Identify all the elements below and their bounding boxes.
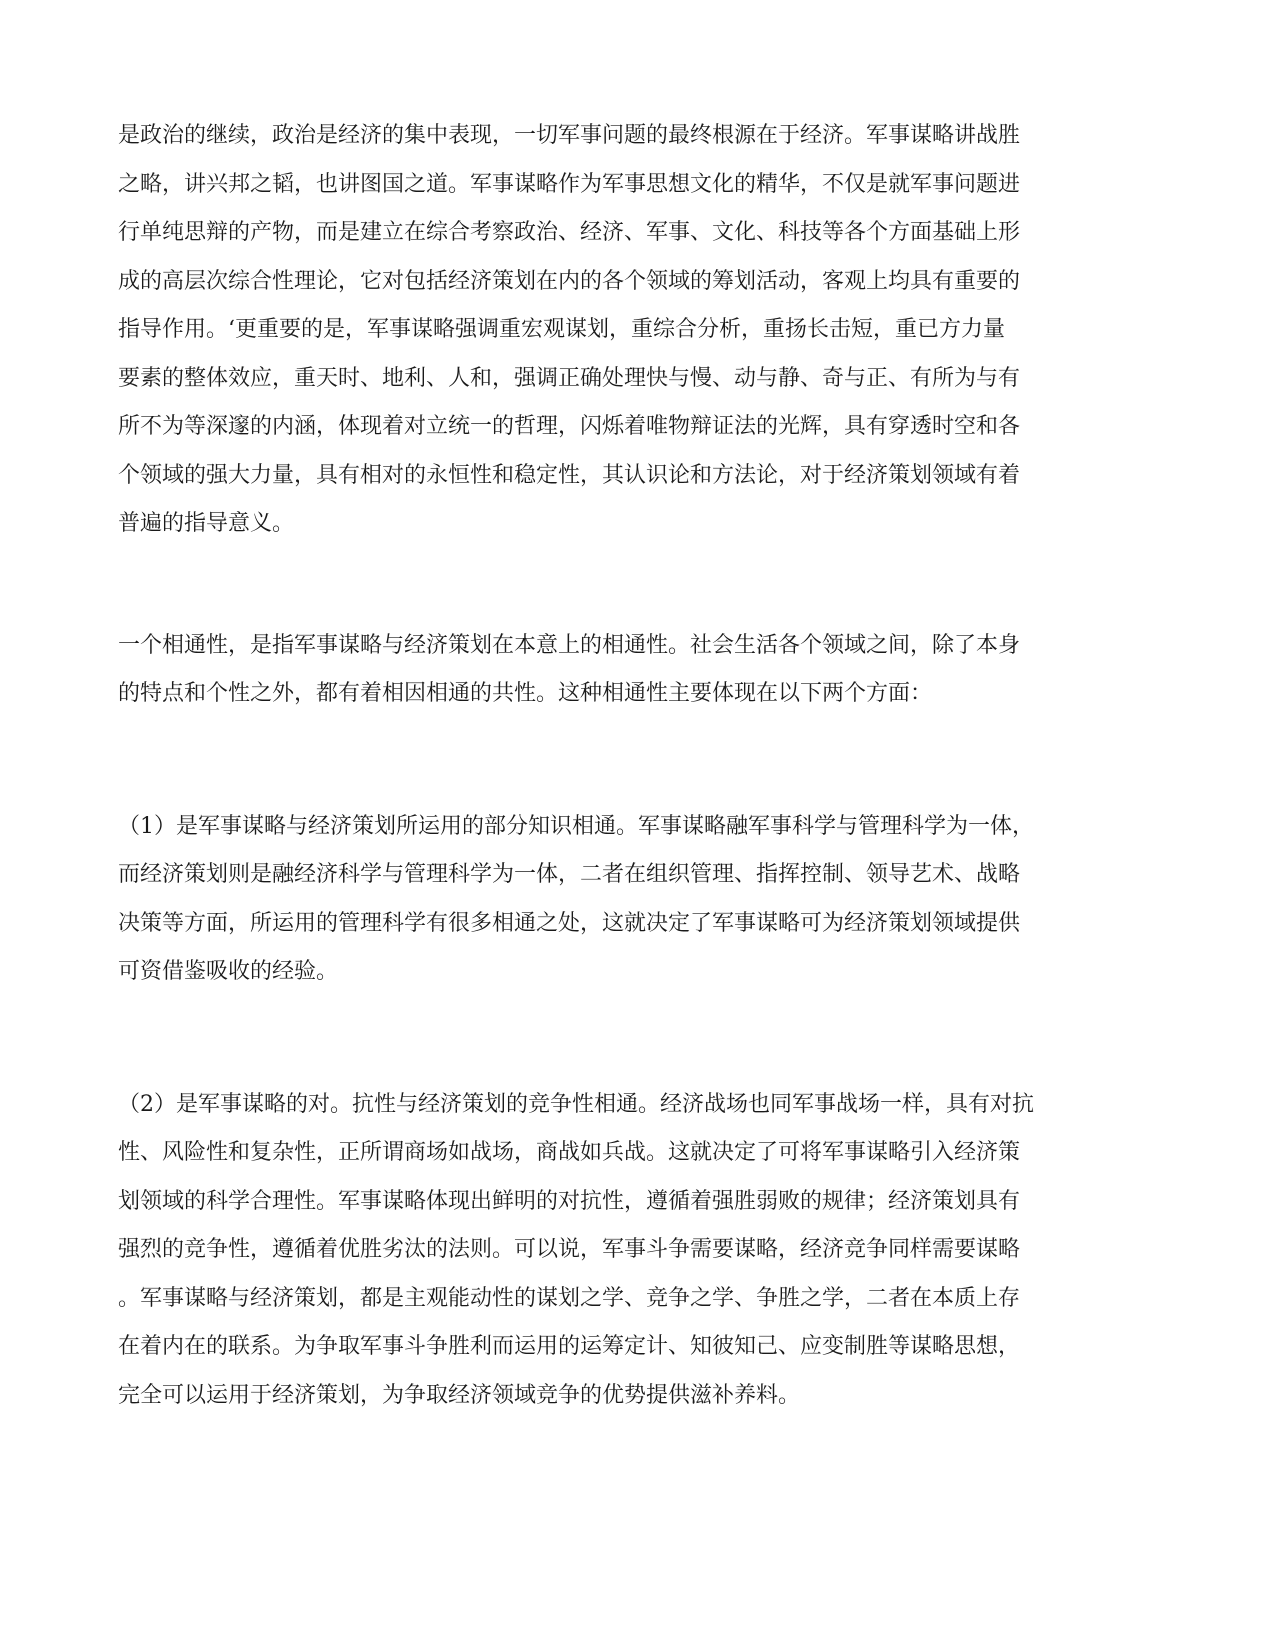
text-line: 所不为等深邃的内涵，体现着对立统一的哲理，闪烁着唯物辩证法的光辉，具有穿透时空和各	[118, 414, 1021, 439]
text-line: 行单纯思辩的产物，而是建立在综合考察政治、经济、军事、文化、科技等各个方面基础上形	[118, 220, 1021, 245]
text-line: 成的高层次综合性理论，它对包括经济策划在内的各个领域的筹划活动，客观上均具有重要的	[118, 268, 1021, 294]
text-line: 而经济策划则是融经济科学与管理科学为一体，二者在组织管理、指挥控制、领导艺术、战略	[118, 862, 1021, 887]
text-line: 性、风险性和复杂性，正所谓商场如战场，商战如兵战。这就决定了可将军事谋略引入经济策	[118, 1140, 1021, 1165]
text-line: 决策等方面，所运用的管理科学有很多相通之处，这就决定了军事谋略可为经济策划领域提供	[118, 910, 1021, 936]
paragraph-point-1-knowledge	[118, 803, 1147, 997]
text-line: 强烈的竞争性，遵循着优胜劣汰的法则。可以说，军事斗争需要谋略，经济竞争同样需要谋略	[118, 1237, 1021, 1262]
text-line: 要素的整体效应，重天时、地利、人和，强调正确处理快与慢、动与静、奇与正、有所为与有	[118, 365, 1021, 391]
paragraph-commonality-intro	[118, 622, 1147, 719]
text-line: 在着内在的联系。为争取军事斗争胜利而运用的运筹定计、知彼知己、应变制胜等谋略思想，	[118, 1334, 1021, 1359]
text-line: 划领域的科学合理性。军事谋略体现出鲜明的对抗性，遵循着强胜弱败的规律；经济策划具有	[118, 1188, 1021, 1214]
text-line: 完全可以运用于经济策划，为争取经济领域竞争的优势提供滋补养料。	[118, 1382, 801, 1408]
text-line: 。军事谋略与经济策划，都是主观能动性的谋划之学、竞争之学、争胜之学，二者在本质上存	[118, 1285, 1021, 1311]
text-line: 的特点和个性之外，都有着相因相通的共性。这种相通性主要体现在以下两个方面：	[118, 681, 933, 706]
text-line: 个领域的强大力量，具有相对的永恒性和稳定性，其认识论和方法论，对于经济策划领域有着	[118, 462, 1021, 488]
text-line: （2）是军事谋略的对。抗性与经济策划的竞争性相通。经济战场也同军事战场一样，具有对抗	[118, 1091, 1035, 1117]
text-line: 普遍的指导意义。	[118, 511, 295, 536]
text-line: 指导作用。‘更重要的是，军事谋略强调重宏观谋划，重综合分析，重扬长击短，重已方力量	[118, 317, 1005, 342]
text-line: （1）是军事谋略与经济策划所运用的部分知识相通。军事谋略融军事科学与管理科学为一体，	[118, 813, 1035, 839]
text-line: 一个相通性，是指军事谋略与经济策划在本意上的相通性。社会生活各个领域之间，除了本身	[118, 632, 1021, 658]
text-line: 之略，讲兴邦之韬，也讲图国之道。军事谋略作为军事思想文化的精华，不仅是就军事问题进	[118, 171, 1021, 197]
text-line: 是政治的继续，政治是经济的集中表现，一切军事问题的最终根源在于经济。军事谋略讲战胜	[118, 123, 1021, 148]
paragraph-point-2-competition	[118, 1081, 1147, 1421]
text-line: 可资借鉴吸收的经验。	[118, 959, 339, 984]
paragraph-military-strategy-significance	[118, 112, 1147, 549]
